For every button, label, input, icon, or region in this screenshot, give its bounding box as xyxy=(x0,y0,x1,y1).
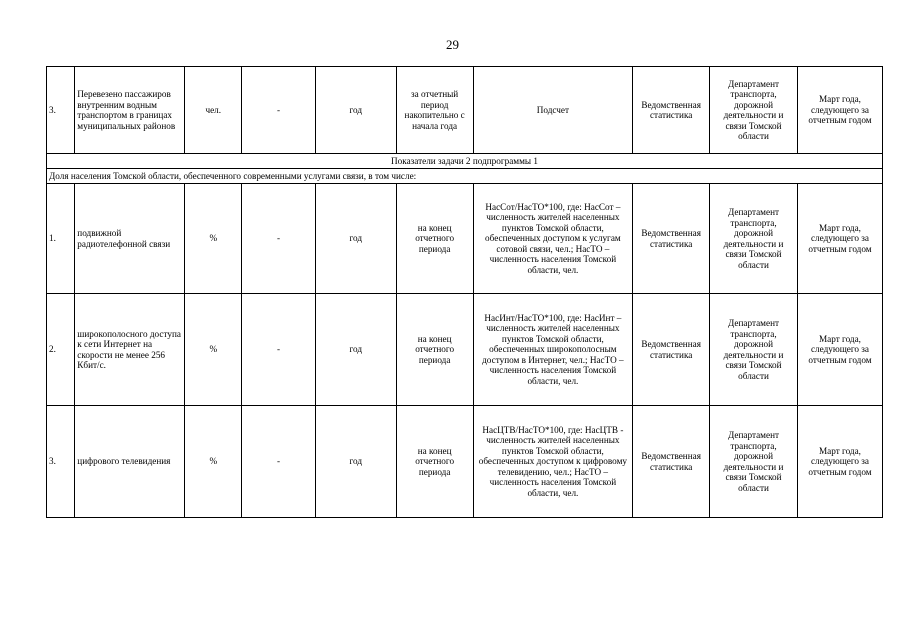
row-number: 2. xyxy=(47,294,75,406)
dash: - xyxy=(242,184,316,294)
unit: % xyxy=(185,406,242,518)
deadline: Март года, следующего за отчетным годом xyxy=(798,67,883,154)
indicator-name: цифрового телевидения xyxy=(75,406,185,518)
time-characteristic: за отчетный период накопительно с начала года xyxy=(396,67,473,154)
row-number: 3. xyxy=(47,406,75,518)
table-row xyxy=(47,67,883,154)
subsection-row xyxy=(47,169,883,184)
calculation-method: Подсчет xyxy=(473,67,633,154)
subsection-title: Доля населения Томской области, обеспеченного современными услугами связи, в том числе: xyxy=(47,169,883,184)
responsible: Департамент транспорта, дорожной деятельности и связи Томской области xyxy=(710,406,798,518)
dash: - xyxy=(242,406,316,518)
row-number: 3. xyxy=(47,67,75,154)
time-characteristic: на конец отчетного периода xyxy=(396,294,473,406)
indicator-name: подвижной радиотелефонной связи xyxy=(75,184,185,294)
data-source: Ведомственная статистика xyxy=(633,294,710,406)
calculation-method: НасИнт/НасТО*100, где: НасИнт – численность жителей населенных пунктов Томской области, обеспеченных широкополосным доступом в Интернет, чел.; НасТО – численность населения Томской области, чел. xyxy=(473,294,633,406)
indicator-name: широкополосного доступа к сети Интернет на скорости не менее 256 Кбит/с. xyxy=(75,294,185,406)
unit: чел. xyxy=(185,67,242,154)
deadline: Март года, следующего за отчетным годом xyxy=(798,294,883,406)
unit: % xyxy=(185,184,242,294)
indicator-name: Перевезено пассажиров внутренним водным транспортом в границах муниципальных районов xyxy=(75,67,185,154)
section-row xyxy=(47,154,883,169)
period: год xyxy=(315,184,396,294)
period: год xyxy=(315,406,396,518)
page-number: 29 xyxy=(446,37,459,52)
data-source: Ведомственная статистика xyxy=(633,406,710,518)
table-row xyxy=(47,294,883,406)
deadline: Март года, следующего за отчетным годом xyxy=(798,184,883,294)
time-characteristic: на конец отчетного периода xyxy=(396,406,473,518)
table-row xyxy=(47,406,883,518)
indicators-table xyxy=(46,66,883,518)
period: год xyxy=(315,294,396,406)
unit: % xyxy=(185,294,242,406)
responsible: Департамент транспорта, дорожной деятельности и связи Томской области xyxy=(710,67,798,154)
data-source: Ведомственная статистика xyxy=(633,184,710,294)
section-title: Показатели задачи 2 подпрограммы 1 xyxy=(47,154,883,169)
row-number: 1. xyxy=(47,184,75,294)
dash: - xyxy=(242,294,316,406)
table-row xyxy=(47,184,883,294)
time-characteristic: на конец отчетного периода xyxy=(396,184,473,294)
calculation-method: НасЦТВ/НасТО*100, где: НасЦТВ - численность жителей населенных пунктов Томской области, обеспеченных доступом к цифровому телевидению, чел.; НасТО – численность населения Томской области, чел. xyxy=(473,406,633,518)
data-source: Ведомственная статистика xyxy=(633,67,710,154)
deadline: Март года, следующего за отчетным годом xyxy=(798,406,883,518)
period: год xyxy=(315,67,396,154)
calculation-method: НасСот/НасТО*100, где: НасСот – численность жителей населенных пунктов Томской области, обеспеченных доступом к услугам сотовой связи, чел.; НасТО – численность населения Томской области, чел. xyxy=(473,184,633,294)
responsible: Департамент транспорта, дорожной деятельности и связи Томской области xyxy=(710,184,798,294)
responsible: Департамент транспорта, дорожной деятельности и связи Томской области xyxy=(710,294,798,406)
dash: - xyxy=(242,67,316,154)
